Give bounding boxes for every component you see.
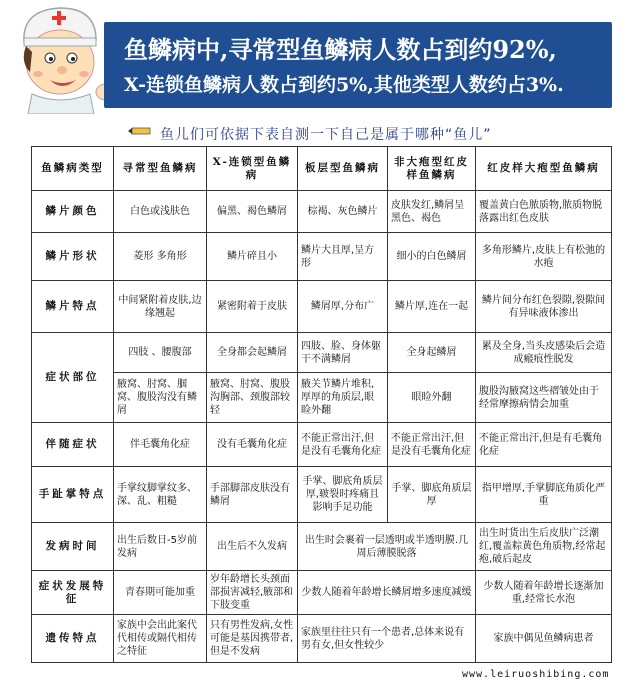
table-row	[32, 615, 612, 663]
doctor-avatar-icon	[2, 2, 120, 114]
table-cell: 手掌、脚底角质层厚	[388, 467, 476, 523]
table-cell: 手掌、脚底角质层厚,皲裂时疼痛且影响手足功能	[298, 467, 388, 523]
table-cell: 出生后数日-5岁前发病	[114, 523, 207, 571]
row-header: 遗传特点	[32, 615, 114, 663]
header	[0, 0, 626, 143]
table-row	[32, 281, 612, 333]
table-cell: 岁年龄增长头颈面部损害减轻,腋部和下肢变重	[207, 571, 298, 615]
column-header: 红皮样大疱型鱼鳞病	[476, 147, 612, 191]
table-cell: 家族中会出此案代代相传或隔代相传之特征	[114, 615, 207, 663]
headline-line-2: X-连锁鱼鳞病人数占到约5%,其他类型人数约占3%.	[124, 74, 564, 96]
column-header: 板层型鱼鳞病	[298, 147, 388, 191]
column-header: X-连锁型鱼鳞病	[207, 147, 298, 191]
table-row	[32, 373, 612, 423]
table-cell: 细小的白色鳞屑	[388, 233, 476, 281]
column-header: 寻常型鱼鳞病	[114, 147, 207, 191]
table-cell: 伴毛囊角化症	[114, 423, 207, 467]
table-row	[32, 423, 612, 467]
headline-banner	[104, 22, 612, 108]
table-cell: 家族中偶见鱼鳞病患者	[476, 615, 612, 663]
row-header: 鳞片颜色	[32, 191, 114, 233]
table-cell: 白色或浅肤色	[114, 191, 207, 233]
table-row	[32, 571, 612, 615]
table-cell: 没有毛囊角化症	[207, 423, 298, 467]
table-header-row	[32, 147, 612, 191]
table-cell: 少数人随着年龄增长鳞屑增多速度减缓	[298, 571, 476, 615]
row-header: 手趾掌特点	[32, 467, 114, 523]
table-cell: 手掌纹脚掌纹多、深、乱、粗糙	[114, 467, 207, 523]
table-cell: 腹股沟腋窝这些褶皱处由于经常摩擦病情会加重	[476, 373, 612, 423]
table-cell: 鳞片大且厚,呈方形	[298, 233, 388, 281]
table-cell: 紧密附着于皮肤	[207, 281, 298, 333]
table-row	[32, 333, 612, 373]
table-cell: 不能正常出汗,但是有毛囊角化症	[476, 423, 612, 467]
subtitle: 鱼儿们可依据下表自测一下自己是属于哪种“鱼儿”	[160, 127, 492, 143]
table-row	[32, 233, 612, 281]
column-header: 鱼鳞病类型	[32, 147, 114, 191]
table-cell: 不能正常出汗,但是没有毛囊角化症	[298, 423, 388, 467]
row-header: 鳞片特点	[32, 281, 114, 333]
row-header: 鳞片形状	[32, 233, 114, 281]
headline-line-1: 鱼鳞病中,寻常型鱼鳞病人数占到约92%,	[124, 35, 557, 64]
table-cell: 指甲增厚,手掌脚底角质化严重	[476, 467, 612, 523]
table-cell: 鳞片厚,连在一起	[388, 281, 476, 333]
row-header: 伴随症状	[32, 423, 114, 467]
ichthyosis-comparison-table	[31, 146, 612, 663]
table-row	[32, 523, 612, 571]
table-cell: 菱形 多角形	[114, 233, 207, 281]
table-cell: 腋窝、肘窝、腹股沟胸部、颈腹部较轻	[207, 373, 298, 423]
table-cell: 不能正常出汗,但是没有毛囊角化症	[388, 423, 476, 467]
watermark: www.leiruoshibing.com	[462, 669, 610, 680]
table-cell: 腋关节鳞片堆积,厚厚的角质层,眼睑外翻	[298, 373, 388, 423]
table-cell: 多角形鳞片,皮肤上有松弛的水疱	[476, 233, 612, 281]
table-cell: 少数人随着年龄增长逐渐加重,经常长水泡	[476, 571, 612, 615]
table-cell: 出生时货出生后皮肤广泛潮红,覆盖粽黄色角质物,经常起疱,破后起皮	[476, 523, 612, 571]
table-cell: 鳞片碎且小	[207, 233, 298, 281]
table-cell: 出生时会裹着一层透明或半透明膜.几周后薄膜脱落	[298, 523, 476, 571]
table-cell: 出生后不久发病	[207, 523, 298, 571]
table-cell: 累及全身,当头皮感染后会造成瘢痕性脱发	[476, 333, 612, 373]
table-cell: 偏黑、褐色鳞屑	[207, 191, 298, 233]
row-header: 发病时间	[32, 523, 114, 571]
row-header: 症状部位	[32, 333, 114, 423]
table-cell: 家族里往往只有一个患者,总体来说有男有女,但女性较少	[298, 615, 476, 663]
table-cell: 中间紧附着皮肤,边缘翘起	[114, 281, 207, 333]
table-cell: 鳞屑厚,分布广	[298, 281, 388, 333]
table-cell: 棕褐、灰色鳞片	[298, 191, 388, 233]
table-row	[32, 467, 612, 523]
table-cell: 四肢、脸、身体躯干不满鳞屑	[298, 333, 388, 373]
table-cell: 鳞片间分布红色裂隙,裂隙间有异味液体渗出	[476, 281, 612, 333]
table-cell: 眼睑外翻	[388, 373, 476, 423]
pencil-icon	[128, 126, 152, 136]
table-cell: 腋窝、肘窝、腘窝、腹股沟没有鳞屑	[114, 373, 207, 423]
table-cell: 只有男性发病,女性可能是基因携带者,但是不发病	[207, 615, 298, 663]
table-cell: 全身起鳞屑	[388, 333, 476, 373]
table-row	[32, 191, 612, 233]
row-header: 症状发展特征	[32, 571, 114, 615]
table-cell: 全身都会起鳞屑	[207, 333, 298, 373]
table-cell: 覆盖黄白色脓质物,脓质物脱落露出红色皮肤	[476, 191, 612, 233]
table-cell: 四肢 、腰腹部	[114, 333, 207, 373]
table-cell: 青春期可能加重	[114, 571, 207, 615]
table-cell: 皮肤发红,鳞屑呈黑色、褐色	[388, 191, 476, 233]
table-cell: 手部脚部皮肤没有鳞屑	[207, 467, 298, 523]
column-header: 非大疱型红皮样鱼鳞病	[388, 147, 476, 191]
